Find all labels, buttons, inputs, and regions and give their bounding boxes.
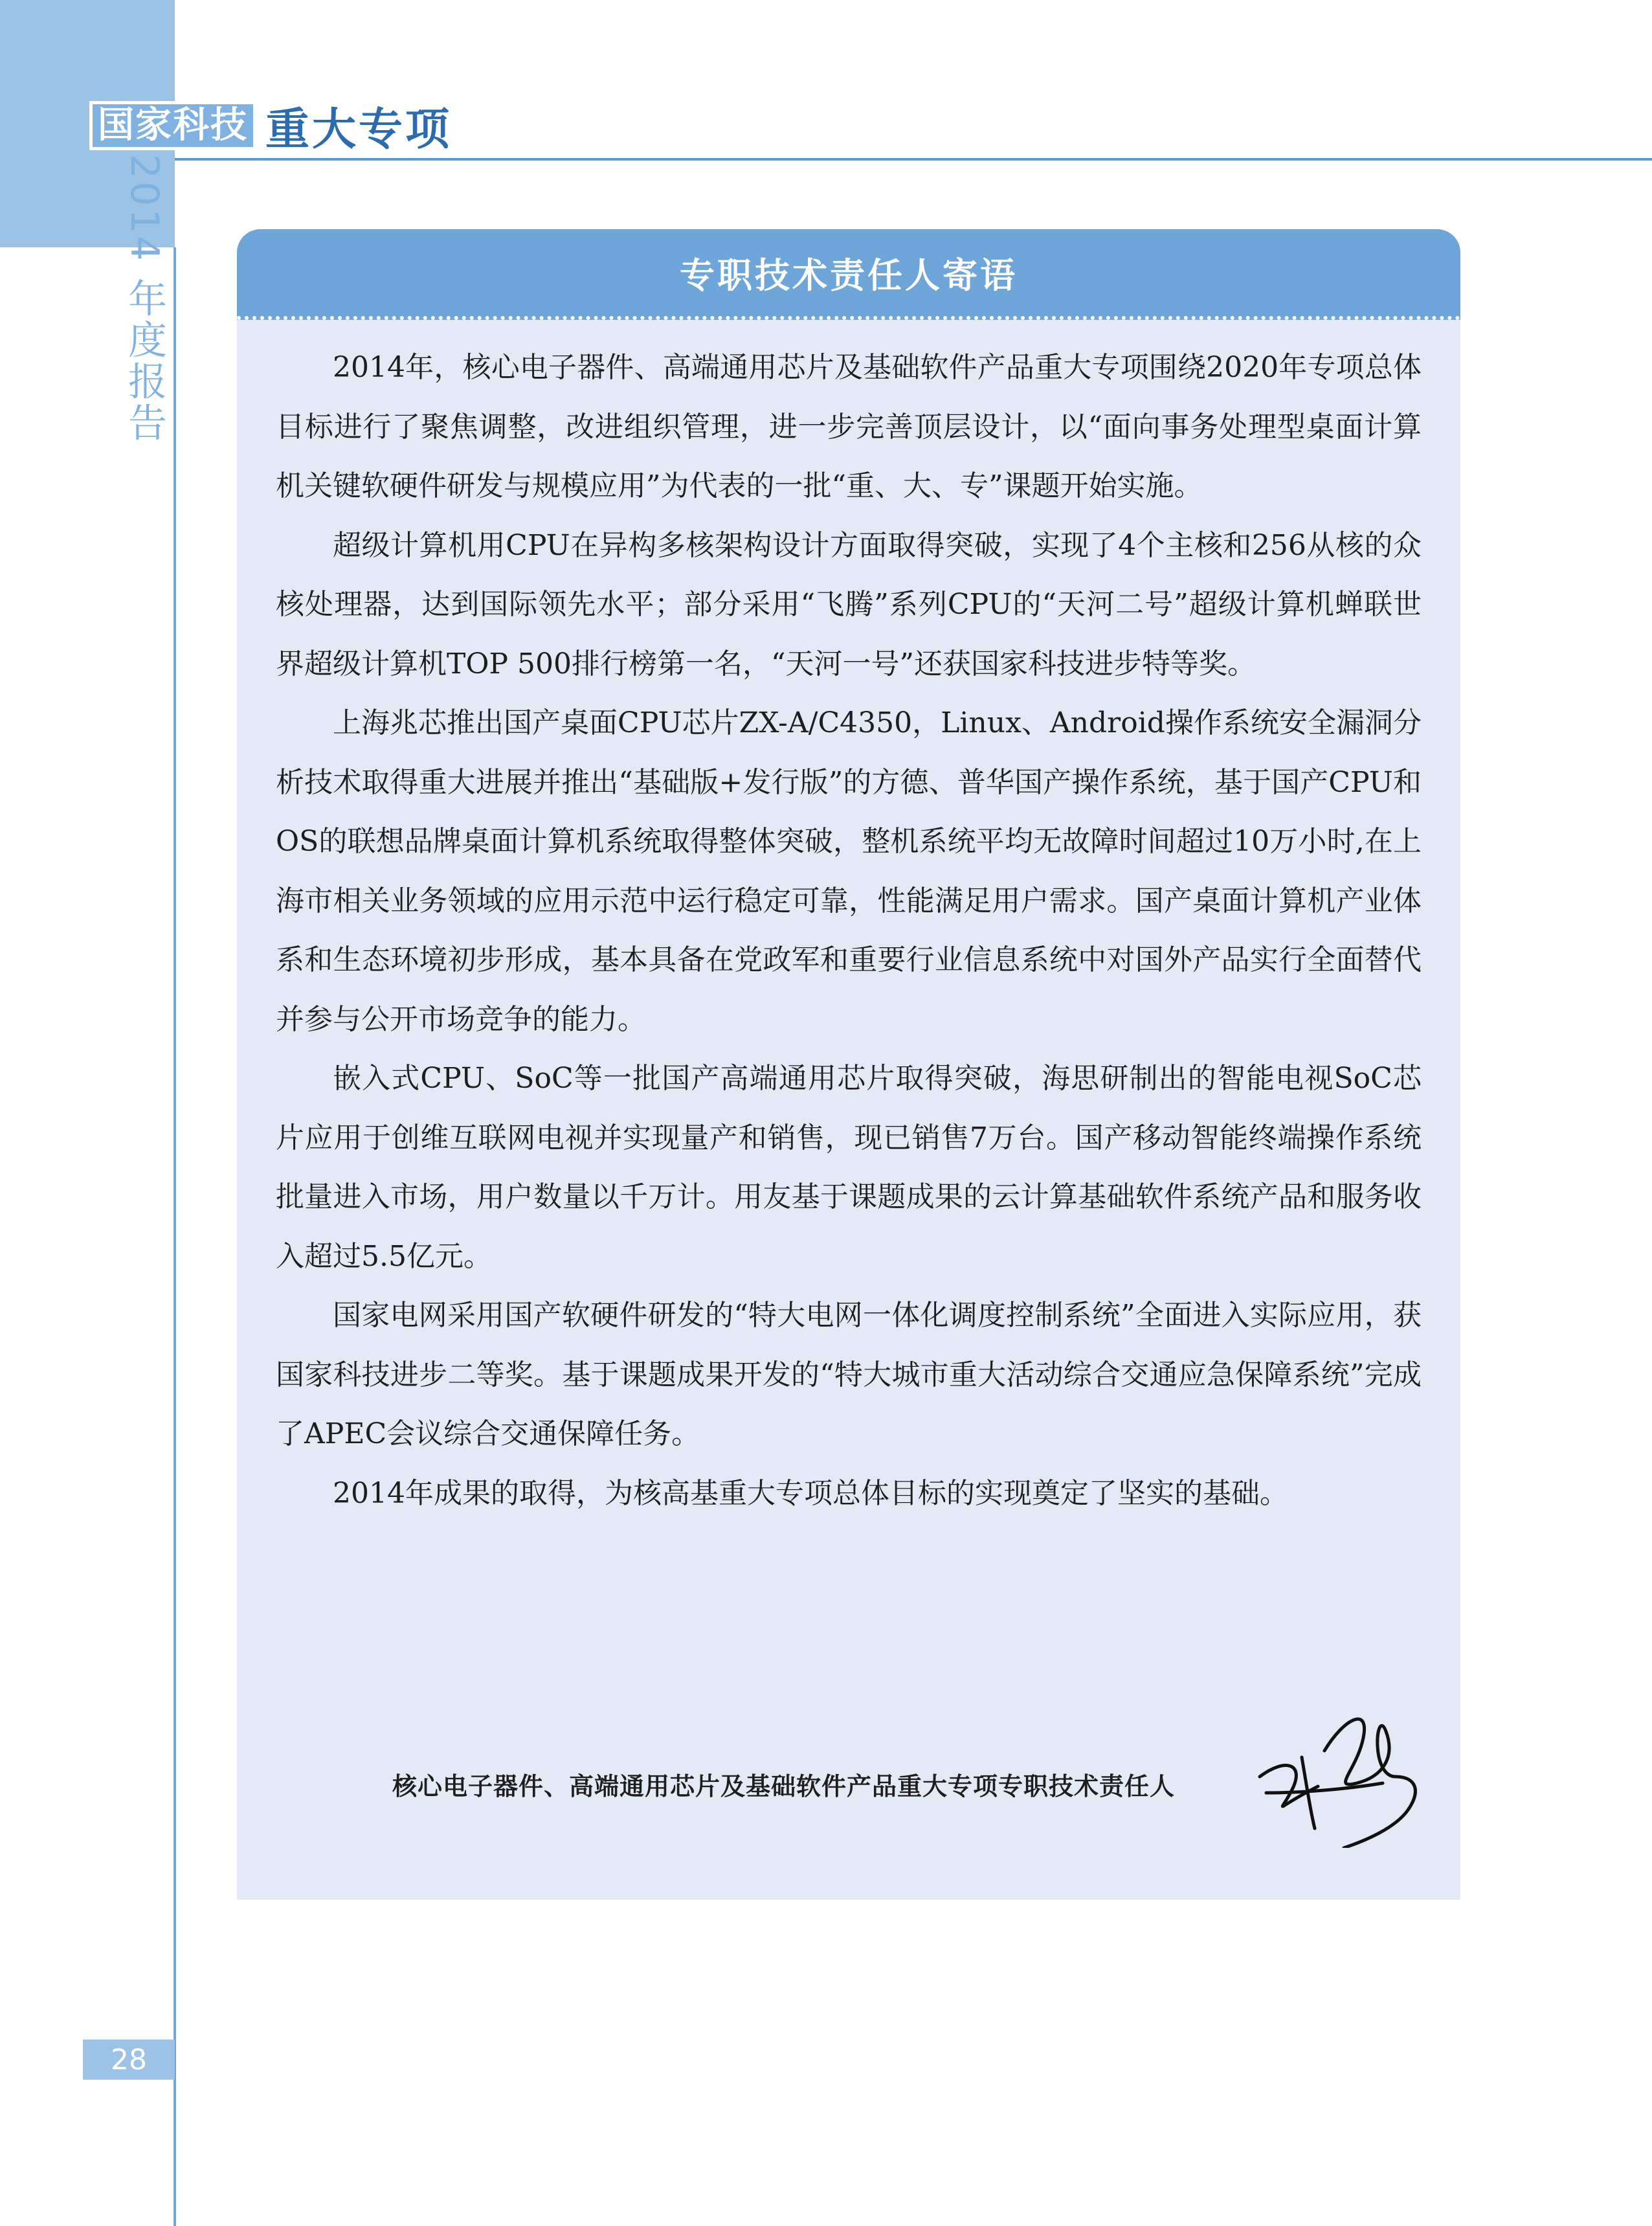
paragraph: 嵌入式CPU、SoC等一批国产高端通用芯片取得突破，海思研制出的智能电视SoC芯片应用于创维互联网电视并实现量产和销售，现已销售7万台。国产移动智能终端操作系统批量进入市场，用户数量以千万计。用友基于课题成果的云计算基础软件系统产品和服务收入超过5.5亿元。 (276, 1062, 1422, 1273)
brand-plain-text: 重大专项 (265, 104, 452, 155)
brand-boxed-text: 国家科技 (89, 101, 256, 150)
header-rule (175, 158, 1652, 161)
signoff-text: 核心电子器件、高端通用芯片及基础软件产品重大专项专职技术责任人 (392, 1772, 1176, 1801)
sidebar-rule (173, 247, 176, 2226)
message-panel (237, 229, 1460, 1900)
paragraph: 国家电网采用国产软硬件研发的“特大电网一体化调度控制系统”全面进入实际应用，获国家科技进步二等奖。基于课题成果开发的“特大城市重大活动综合交通应急保障系统”完成了APEC会议综合交通保障任务。 (276, 1299, 1422, 1450)
paragraph: 上海兆芯推出国产桌面CPU芯片ZX-A/C4350，Linux、Android操作系统安全漏洞分析技术取得重大进展并推出“基础版+发行版”的方德、普华国产操作系统，基于国产CPU和OS的联想品牌桌面计算机系统取得整体突破，整机系统平均无故障时间超过10万小时,在上海市相关业务领域的应用示范中运行稳定可靠，性能满足用户需求。国产桌面计算机产业体系和生态环境初步形成，基本具备在党政军和重要行业信息系统中对国外产品实行全面替代并参与公开市场竞争的能力。 (276, 706, 1422, 1036)
panel-title: 专职技术责任人寄语 (680, 254, 1018, 296)
paragraph: 超级计算机用CPU在异构多核架构设计方面取得突破，实现了4个主核和256从核的众核处理器，达到国际领先水平；部分采用“飞腾”系列CPU的“天河二号”超级计算机蝉联世界超级计算机TOP 500排行榜第一名，“天河一号”还获国家科技进步特等奖。 (276, 528, 1422, 680)
brand-logo (89, 98, 452, 153)
paragraph: 2014年，核心电子器件、高端通用芯片及基础软件产品重大专项围绕2020年专项总体目标进行了聚焦调整，改进组织管理，进一步完善顶层设计，以“面向事务处理型桌面计算机关键软硬件研发与规模应用”为代表的一批“重、大、专”课题开始实施。 (276, 351, 1422, 502)
handwritten-signature (1247, 1680, 1441, 1848)
panel-body (276, 338, 1422, 1523)
report-year-label: 2014 年度报告 (122, 154, 167, 444)
paragraph: 2014年成果的取得，为核高基重大专项总体目标的实现奠定了坚实的基础。 (333, 1476, 1288, 1510)
page-number: 28 (111, 2043, 147, 2076)
panel-header (237, 229, 1460, 320)
page-number-box (83, 2040, 175, 2080)
